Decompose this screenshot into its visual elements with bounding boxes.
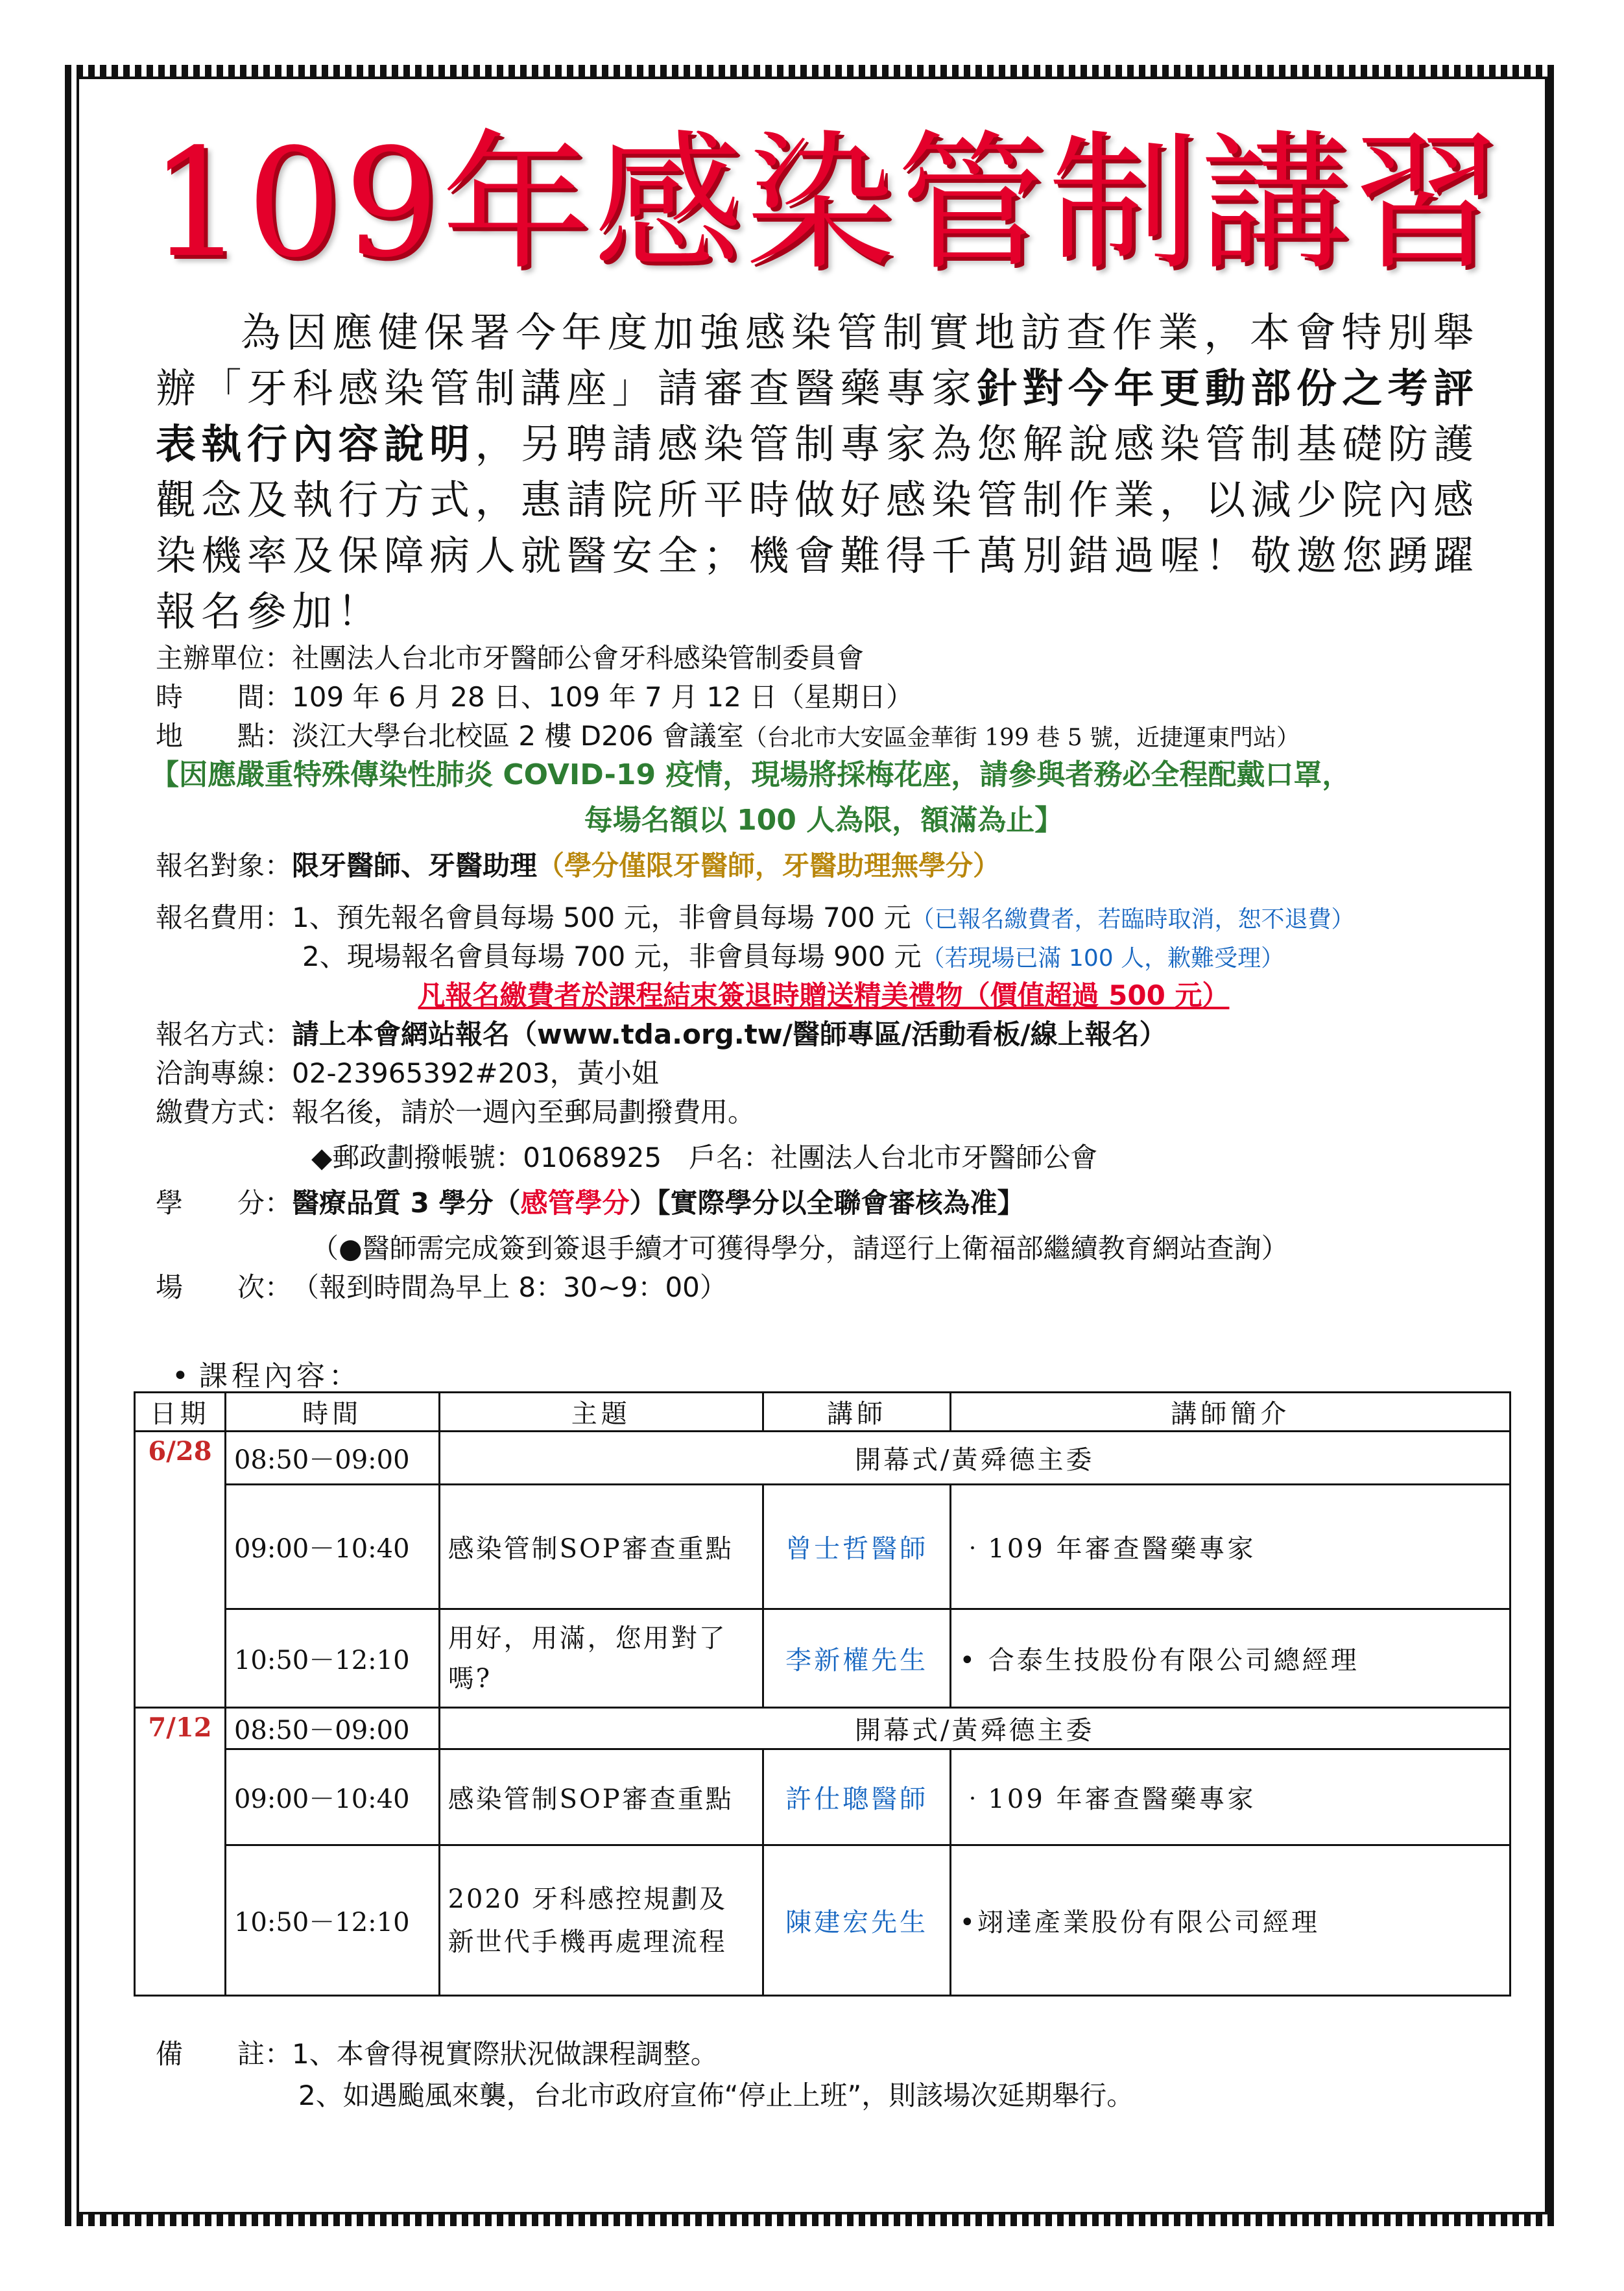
organizer-row: [156, 639, 1492, 678]
bullet-icon: •: [172, 1360, 193, 1393]
fee-label: 報名費用：: [156, 902, 293, 933]
credit-label: 學 分：: [156, 1187, 293, 1219]
topic-cell: 用好，用滿，您用對了嗎?: [439, 1609, 763, 1708]
table-row: [135, 1845, 1511, 1996]
place-value: 淡江大學台北校區 2 樓 D206 會議室: [292, 720, 744, 752]
speaker-cell: 陳建宏先生: [763, 1845, 951, 1996]
time-cell: 10:50－12:10: [225, 1845, 439, 1996]
credit-value: 醫療品質 3 學分（: [292, 1187, 521, 1219]
payment-row: [156, 1093, 1492, 1132]
session-row: [156, 1268, 1492, 1307]
topic-cell: 感染管制SOP審查重點: [439, 1749, 763, 1845]
method-label: 報名方式：: [156, 1018, 293, 1050]
time-row: [156, 678, 1492, 717]
bio-cell: ‧109 年審查醫藥專家: [951, 1749, 1511, 1845]
header-date: 日期: [135, 1393, 226, 1432]
header-bio: 講師簡介: [951, 1393, 1511, 1432]
time-value: 109 年 6 月 28 日、109 年 7 月 12 日（星期日）: [292, 681, 914, 713]
postal-account: ◆郵政劃撥帳號：01068925 戶名：社團法人台北市牙醫師公會: [311, 1142, 1098, 1173]
method-row: [156, 1015, 1492, 1054]
credit-note: ）【實際學分以全聯會審核為准】: [629, 1187, 1025, 1219]
remark-2: 2、如遇颱風來襲，台北市政府宣佈“停止上班”，則該場次延期舉行。: [298, 2080, 1134, 2111]
bio-cell: • 合泰生技股份有限公司總經理: [951, 1609, 1511, 1708]
speaker-cell: 李新權先生: [763, 1609, 951, 1708]
payment-value: 報名後，請於一週內至郵局劃撥費用。: [292, 1096, 756, 1128]
table-row: [135, 1609, 1511, 1708]
time-cell: 10:50－12:10: [225, 1609, 439, 1708]
target-label: 報名對象：: [156, 850, 293, 882]
gift-notice: 凡報名繳費者於課程結束簽退時贈送精美禮物（價值超過 500 元）: [418, 979, 1230, 1011]
bio-cell: ‧109 年審查醫藥專家: [951, 1485, 1511, 1609]
credit-requirement-note: （●醫師需完成簽到簽退手續才可獲得學分，請逕行上衛福部繼續教育網站查詢）: [311, 1232, 1289, 1264]
fee-2: 2、現場報名會員每場 700 元，非會員每場 900 元: [302, 941, 922, 972]
method-value: 請上本會網站報名（www.tda.org.tw/醫師專區/活動看板/線上報名）: [292, 1018, 1167, 1050]
header-speaker: 講師: [763, 1393, 951, 1432]
date-cell: 7/12: [135, 1708, 226, 1996]
speaker-cell: 曾士哲醫師: [763, 1485, 951, 1609]
intro-text-2: ，另聘請感染管制專家為您解說感染管制基礎防護觀念及執行方式，惠請院所平時做好感染管制作業，以減少院內感染機率及保障病人就醫安全；機會難得千萬別錯過喔！敬邀您踴躍報名參加！: [156, 420, 1479, 635]
speaker-cell: 許仕聰醫師: [763, 1749, 951, 1845]
event-info: [150, 639, 1492, 1307]
contact-value: 02-23965392#203，黃小姐: [292, 1057, 659, 1089]
bio-cell: •翊達產業股份有限公司經理: [951, 1845, 1511, 1996]
payment-label: 繳費方式：: [156, 1096, 293, 1128]
target-value: 限牙醫師、牙醫助理: [292, 850, 538, 882]
intro-text-1: 為因應健保署今年度加強感染管制實地訪查作業，本會特別舉辦「牙科感染管制講座」請審查醫藥專家: [156, 309, 1479, 412]
time-cell: 08:50－09:00: [225, 1708, 439, 1749]
covid-notice-line-2: 每場名額以 100 人為限，額滿為止】: [584, 804, 1064, 837]
table-row: [135, 1708, 1511, 1749]
target-row: [156, 846, 1492, 885]
remark-1: 1、本會得視實際狀況做課程調整。: [292, 2038, 718, 2070]
session-label: 場 次：: [156, 1271, 293, 1303]
topic-cell: 感染管制SOP審查重點: [439, 1485, 763, 1609]
date-cell: 6/28: [135, 1432, 226, 1708]
covid-notice-line-1: 【因應嚴重特殊傳染性肺炎 COVID-19 疫情，現場將採梅花座，請參與者務必全程配戴口罩，: [150, 758, 1351, 791]
remark-row-1: [156, 2033, 1134, 2075]
fee-2-note: （若現場已滿 100 人，歉難受理）: [921, 945, 1285, 972]
page-title: 109年感染管制講習: [149, 117, 1504, 291]
opening-cell: 開幕式/黃舜德主委: [439, 1708, 1510, 1749]
table-row: [135, 1485, 1511, 1609]
credit-type: 感管學分: [520, 1187, 630, 1219]
session-value: （報到時間為早上 8：30~9：00）: [292, 1271, 727, 1303]
course-heading: [172, 1352, 361, 1394]
time-cell: 09:00－10:40: [225, 1749, 439, 1845]
fee-1-note: （已報名繳費者，若臨時取消，恕不退費）: [911, 906, 1355, 933]
organizer-value: 社團法人台北市牙醫師公會牙科感染管制委員會: [292, 642, 865, 674]
remarks: [156, 2033, 1134, 2117]
table-row: [135, 1432, 1511, 1485]
remarks-label: 備 註：: [156, 2038, 293, 2070]
place-note: （台北市大安區金華街 199 巷 5 號，近捷運東門站）: [743, 725, 1300, 751]
table-header-row: [135, 1393, 1511, 1432]
fee-row-2: [156, 937, 1492, 976]
time-cell: 08:50－09:00: [225, 1432, 439, 1485]
target-note: （學分僅限牙醫師，牙醫助理無學分）: [537, 850, 1001, 882]
course-heading-text: 課程內容：: [198, 1360, 361, 1393]
schedule-table: [134, 1391, 1511, 1997]
time-cell: 09:00－10:40: [225, 1485, 439, 1609]
fee-row-1: [156, 898, 1492, 937]
time-label: 時 間：: [156, 681, 293, 713]
place-label: 地 點：: [156, 720, 293, 752]
topic-cell: 2020 牙科感控規劃及新世代手機再處理流程: [439, 1845, 763, 1996]
organizer-label: 主辦單位：: [156, 642, 293, 674]
intro-bold-text: 針對今年更動部份之考評表執行內容說明: [156, 365, 1479, 468]
header-time: 時間: [225, 1393, 439, 1432]
contact-label: 洽詢專線：: [156, 1057, 293, 1089]
fee-1: 1、預先報名會員每場 500 元，非會員每場 700 元: [292, 902, 911, 933]
table-row: [135, 1749, 1511, 1845]
credit-row: [156, 1184, 1492, 1223]
contact-row: [156, 1054, 1492, 1093]
header-topic: 主題: [439, 1393, 763, 1432]
intro-paragraph: [156, 305, 1479, 640]
opening-cell: 開幕式/黃舜德主委: [439, 1432, 1510, 1485]
place-row: [156, 717, 1492, 756]
